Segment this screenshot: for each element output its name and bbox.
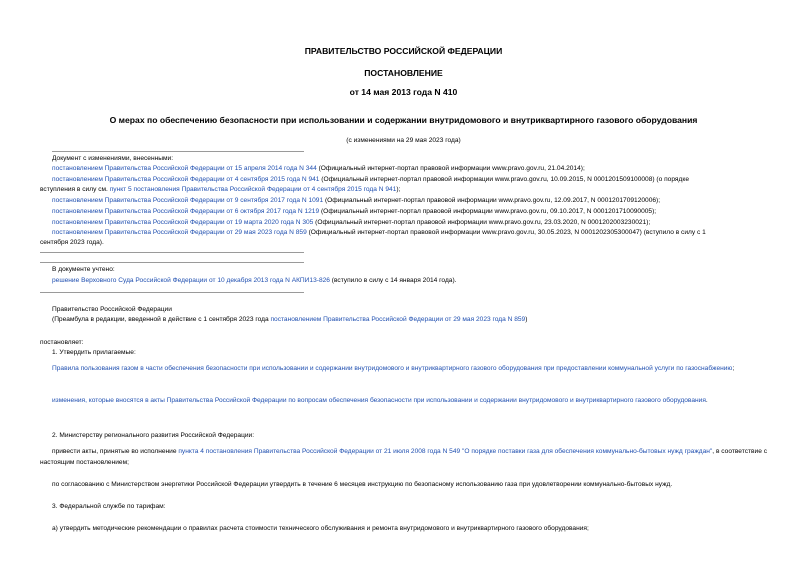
change-item: постановлением Правительства Российской Федерации от 9 сентября 2017 года N 1091 (Официальный интернет-портал правовой информации www.pravo.gov.ru, 12.09.2017, N 0001201709120006);	[52, 197, 661, 204]
government-heading: ПРАВИТЕЛЬСТВО РОССИЙСКОЙ ФЕДЕРАЦИИ	[304, 46, 503, 56]
considered-item: решение Верховного Суда Российской Федерации от 10 декабря 2013 года N АКПИ13-826 (вступило в силу с 14 января 2014 года).	[52, 277, 457, 284]
divider	[40, 252, 304, 253]
paragraph-1-item-2: изменения, которые вносятся в акты Правительства Российской Федерации по вопросам обеспечения безопасности при использовании и содержании внутридомового и внутриквартирного газового оборудования.	[52, 397, 708, 404]
preamble-note: (Преамбула в редакции, введенной в действие с 1 сентября 2023 года постановлением Правительства Российской Федерации от 29 мая 2023 года N 859)	[52, 316, 528, 323]
government-line: Правительство Российской Федерации	[52, 306, 172, 313]
change-link[interactable]: постановлением Правительства Российской Федерации от 4 сентября 2015 года N 941	[52, 176, 320, 183]
resolution-549-link[interactable]: пункта 4 постановления Правительства Российской Федерации от 21 июля 2008 года N 549 "О порядке поставки газа для обеспечения коммунально-бытовых нужд граждан"	[178, 448, 713, 455]
paragraph-1: 1. Утвердить прилагаемые:	[52, 349, 136, 356]
change-link[interactable]: пункт 5 постановления Правительства Российской Федерации от 4 сентября 2015 года N 941	[109, 186, 397, 193]
change-link[interactable]: постановлением Правительства Российской Федерации от 9 сентября 2017 года N 1091	[52, 197, 324, 204]
preamble-link[interactable]: постановлением Правительства Российской Федерации от 29 мая 2023 года N 859	[270, 316, 526, 323]
changes-link[interactable]: изменения, которые вносятся в акты Правительства Российской Федерации по вопросам обеспечения безопасности при использовании и содержании внутридомового и внутриквартирного газового оборудования	[52, 397, 706, 404]
decrees-line: постановляет:	[40, 339, 84, 346]
change-link[interactable]: постановлением Правительства Российской Федерации от 15 апреля 2014 года N 344	[52, 165, 317, 172]
paragraph-2-item-2: по согласованию с Министерством энергетики Российской Федерации утвердить в течение 6 месяцев инструкцию по безопасному использованию газа при удовлетворении коммунально-бытовых нужд.	[52, 481, 673, 488]
paragraph-3-item-a: а) утвердить методические рекомендации о правилах расчета стоимости технического обслуживания и ремонта внутридомового и внутриквартирного газового оборудования;	[52, 525, 589, 532]
changes-heading: Документ с изменениями, внесенными:	[52, 155, 174, 162]
change-link[interactable]: постановлением Правительства Российской Федерации от 19 марта 2020 года N 305	[52, 219, 314, 226]
change-item: постановлением Правительства Российской Федерации от 19 марта 2020 года N 305 (Официальный интернет-портал правовой информации www.pravo.gov.ru, 23.03.2020, N 0001202003230021);	[52, 219, 651, 226]
considered-link[interactable]: решение Верховного Суда Российской Федерации от 10 декабря 2013 года N АКПИ13-826	[52, 277, 330, 284]
rules-link[interactable]: Правила пользования газом в части обеспечения безопасности при использовании и содержании внутридомового и внутриквартирного газового оборудования при предоставлении коммунальной услуги по газоснабжению	[52, 365, 733, 372]
change-item: постановлением Правительства Российской Федерации от 29 мая 2023 года N 859 (Официальный интернет-портал правовой информации www.pravo.gov.ru, 30.05.2023, N 0001202305300047) (вступило в силу с 1	[52, 229, 706, 236]
paragraph-2: 2. Министерству регионального развития Российской Федерации:	[52, 432, 255, 439]
divider	[40, 262, 304, 263]
paragraph-3: 3. Федеральной службе по тарифам:	[52, 503, 166, 510]
change-item: постановлением Правительства Российской Федерации от 15 апреля 2014 года N 344 (Официальный интернет-портал правовой информации www.pravo.gov.ru, 21.04.2014);	[52, 165, 585, 172]
change-item: постановлением Правительства Российской Федерации от 4 сентября 2015 года N 941 (Официальный интернет-портал правовой информации www.pravo.gov.ru, 10.09.2015, N 0001201509100008) (о порядке	[52, 176, 689, 183]
document-date-number: от 14 мая 2013 года N 410	[349, 87, 458, 97]
considered-heading: В документе учтено:	[52, 266, 115, 273]
change-link[interactable]: постановлением Правительства Российской Федерации от 29 мая 2023 года N 859	[52, 229, 307, 236]
change-item-continuation: сентября 2023 года).	[40, 239, 104, 246]
document-title: О мерах по обеспечению безопасности при использовании и содержании внутридомового и внутриквартирного газового оборудования	[109, 115, 698, 125]
document-type: ПОСТАНОВЛЕНИЕ	[364, 68, 443, 78]
change-item-continuation: вступления в силу см. пункт 5 постановления Правительства Российской Федерации от 4 сентября 2015 года N 941);	[40, 186, 401, 193]
change-item: постановлением Правительства Российской Федерации от 6 октября 2017 года N 1219 (Официальный интернет-портал правовой информации www.pravo.gov.ru, 09.10.2017, N 0001201710090005);	[52, 208, 657, 215]
edition-note: (с изменениями на 29 мая 2023 года)	[346, 137, 461, 144]
paragraph-2-item-1: привести акты, принятые во исполнение пункта 4 постановления Правительства Российской Федерации от 21 июля 2008 года N 549 "О порядке поставки газа для обеспечения коммунально-бытовых нужд граждан", в соответствие с настоящим постановлением;	[40, 448, 768, 466]
paragraph-1-item-1: Правила пользования газом в части обеспечения безопасности при использовании и содержании внутридомового и внутриквартирного газового оборудования при предоставлении коммунальной услуги по газоснабжению;	[52, 365, 735, 372]
change-link[interactable]: постановлением Правительства Российской Федерации от 6 октября 2017 года N 1219	[52, 208, 320, 215]
divider	[40, 292, 304, 293]
divider	[52, 151, 304, 152]
